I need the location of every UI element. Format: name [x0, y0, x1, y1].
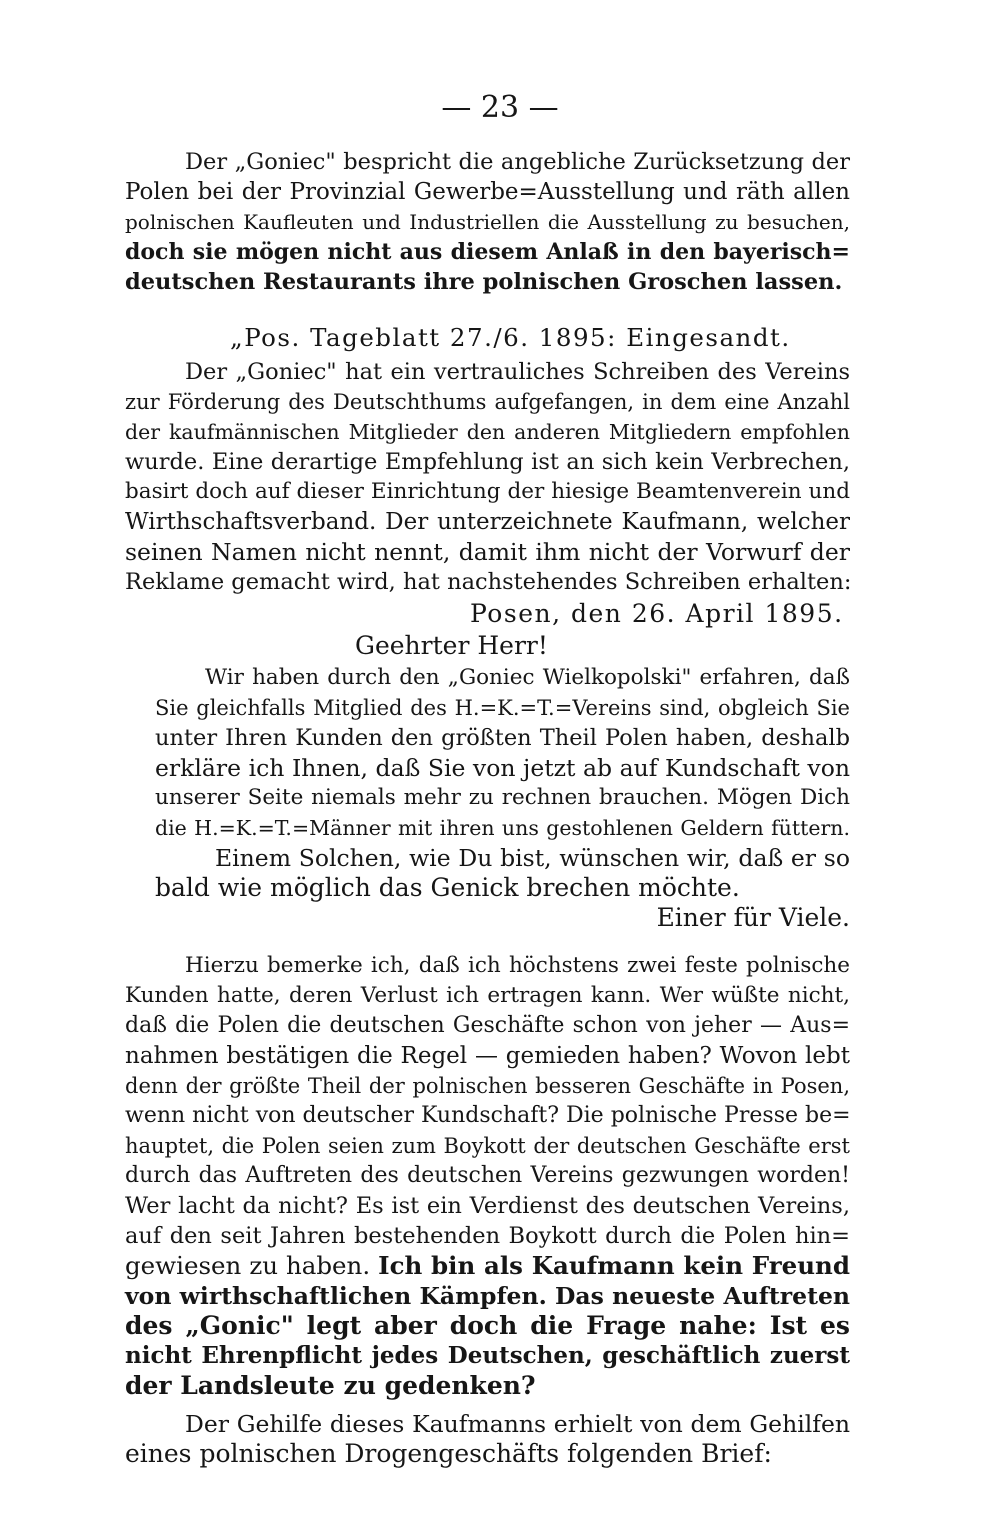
text-line: daß die Polen die deutschen Geschäfte schon von jeher — Aus=: [125, 1013, 850, 1038]
letter-signature: Einer für Viele.: [656, 903, 850, 932]
text-line: zur Förderung des Deutschthums aufgefangen, in dem eine Anzahl: [125, 390, 850, 414]
text-line: der kaufmännischen Mitglieder den anderen Mitgliedern empfohlen: [125, 420, 850, 444]
text-line: polnischen Kaufleuten und Industriellen die Ausstellung zu besuchen,: [125, 210, 850, 234]
text-line: hauptet, die Polen seien zum Boykott der deutschen Geschäfte erst: [125, 1134, 850, 1158]
bold-text-line: von wirthschaftlichen Kämpfen. Das neueste Auftreten: [125, 1282, 850, 1310]
letter-line: unserer Seite niemals mehr zu rechnen brauchen. Mögen Dich: [155, 785, 850, 810]
text-line: Der „Goniec" bespricht die angebliche Zurücksetzung der: [185, 149, 850, 175]
text-line: Kunden hatte, deren Verlust ich ertragen kann. Wer wüßte nicht,: [125, 983, 850, 1008]
letter-line: die H.=K.=T.=Männer mit ihren uns gestohlenen Geldern füttern.: [155, 816, 850, 840]
bold-text-line: deutschen Restaurants ihre polnischen Groschen lassen.: [125, 269, 843, 295]
letter-line: unter Ihren Kunden den größten Theil Polen haben, deshalb: [155, 725, 850, 751]
text-line: eines polnischen Drogengeschäfts folgenden Brief:: [125, 1439, 772, 1468]
bold-text-line: doch sie mögen nicht aus diesem Anlaß in den bayerisch=: [125, 239, 850, 265]
text-line: durch das Auftreten des deutschen Vereins gezwungen worden!: [125, 1163, 850, 1188]
bold-text-line: nicht Ehrenpflicht jedes Deutschen, geschäftlich zuerst: [125, 1342, 850, 1369]
text-line: Hierzu bemerke ich, daß ich höchstens zwei feste polnische: [185, 953, 850, 978]
bold-text-line: der Landsleute zu gedenken?: [125, 1371, 536, 1400]
text-line: basirt doch auf dieser Einrichtung der hiesige Beamtenverein und: [125, 479, 850, 504]
text-line: Der Gehilfe dieses Kaufmanns erhielt von dem Gehilfen: [185, 1410, 850, 1438]
letter-line: Sie gleichfalls Mitglied des H.=K.=T.=Vereins sind, obgleich Sie: [155, 696, 850, 720]
letter-line: bald wie möglich das Genick brechen möchte.: [155, 873, 740, 902]
text-line: nahmen bestätigen die Regel — gemieden haben? Wovon lebt: [125, 1043, 850, 1069]
text-line: auf den seit Jahren bestehenden Boykott durch die Polen hin=: [125, 1223, 850, 1249]
text-line: Der „Goniec" hat ein vertrauliches Schreiben des Vereins: [185, 359, 850, 385]
plain-fragment: gewiesen zu haben.: [125, 1251, 371, 1280]
letter-dateline: Posen, den 26. April 1895.: [470, 599, 844, 628]
letter-line: Einem Solchen, wie Du bist, wünschen wir, daß er so: [215, 844, 850, 872]
bold-text-line: des „Gonic" legt aber doch die Frage nahe: Ist es: [125, 1311, 850, 1340]
letter-salutation: Geehrter Herr!: [355, 631, 548, 660]
letter-line: Wir haben durch den „Goniec Wielkopolski" erfahren, daß: [205, 665, 850, 690]
text-line: wurde. Eine derartige Empfehlung ist an sich kein Verbrechen,: [125, 449, 850, 475]
text-line: Wer lacht da nicht? Es ist ein Verdienst des deutschen Vereins,: [125, 1193, 850, 1219]
text-line: Reklame gemacht wird, hat nachstehendes Schreiben erhalten:: [125, 569, 852, 595]
mixed-text-line: [125, 1250, 850, 1282]
section-heading: „Pos. Tageblatt 27./6. 1895: Eingesandt.: [230, 323, 791, 352]
text-line: denn der größte Theil der polnischen besseren Geschäfte in Posen,: [125, 1074, 850, 1098]
text-line: Polen bei der Provinzial Gewerbe=Ausstellung und räth allen: [125, 179, 850, 205]
text-line: seinen Namen nicht nennt, damit ihm nicht der Vorwurf der: [125, 538, 850, 566]
text-line: wenn nicht von deutscher Kundschaft? Die polnische Presse be=: [125, 1103, 851, 1128]
text-line: Wirthschaftsverband. Der unterzeichnete Kaufmann, welcher: [125, 509, 850, 535]
page-number: — 23 —: [441, 90, 559, 125]
letter-line: erkläre ich Ihnen, daß Sie von jetzt ab auf Kundschaft von: [155, 754, 850, 782]
bold-fragment: Ich bin als Kaufmann kein Freund: [378, 1251, 850, 1280]
